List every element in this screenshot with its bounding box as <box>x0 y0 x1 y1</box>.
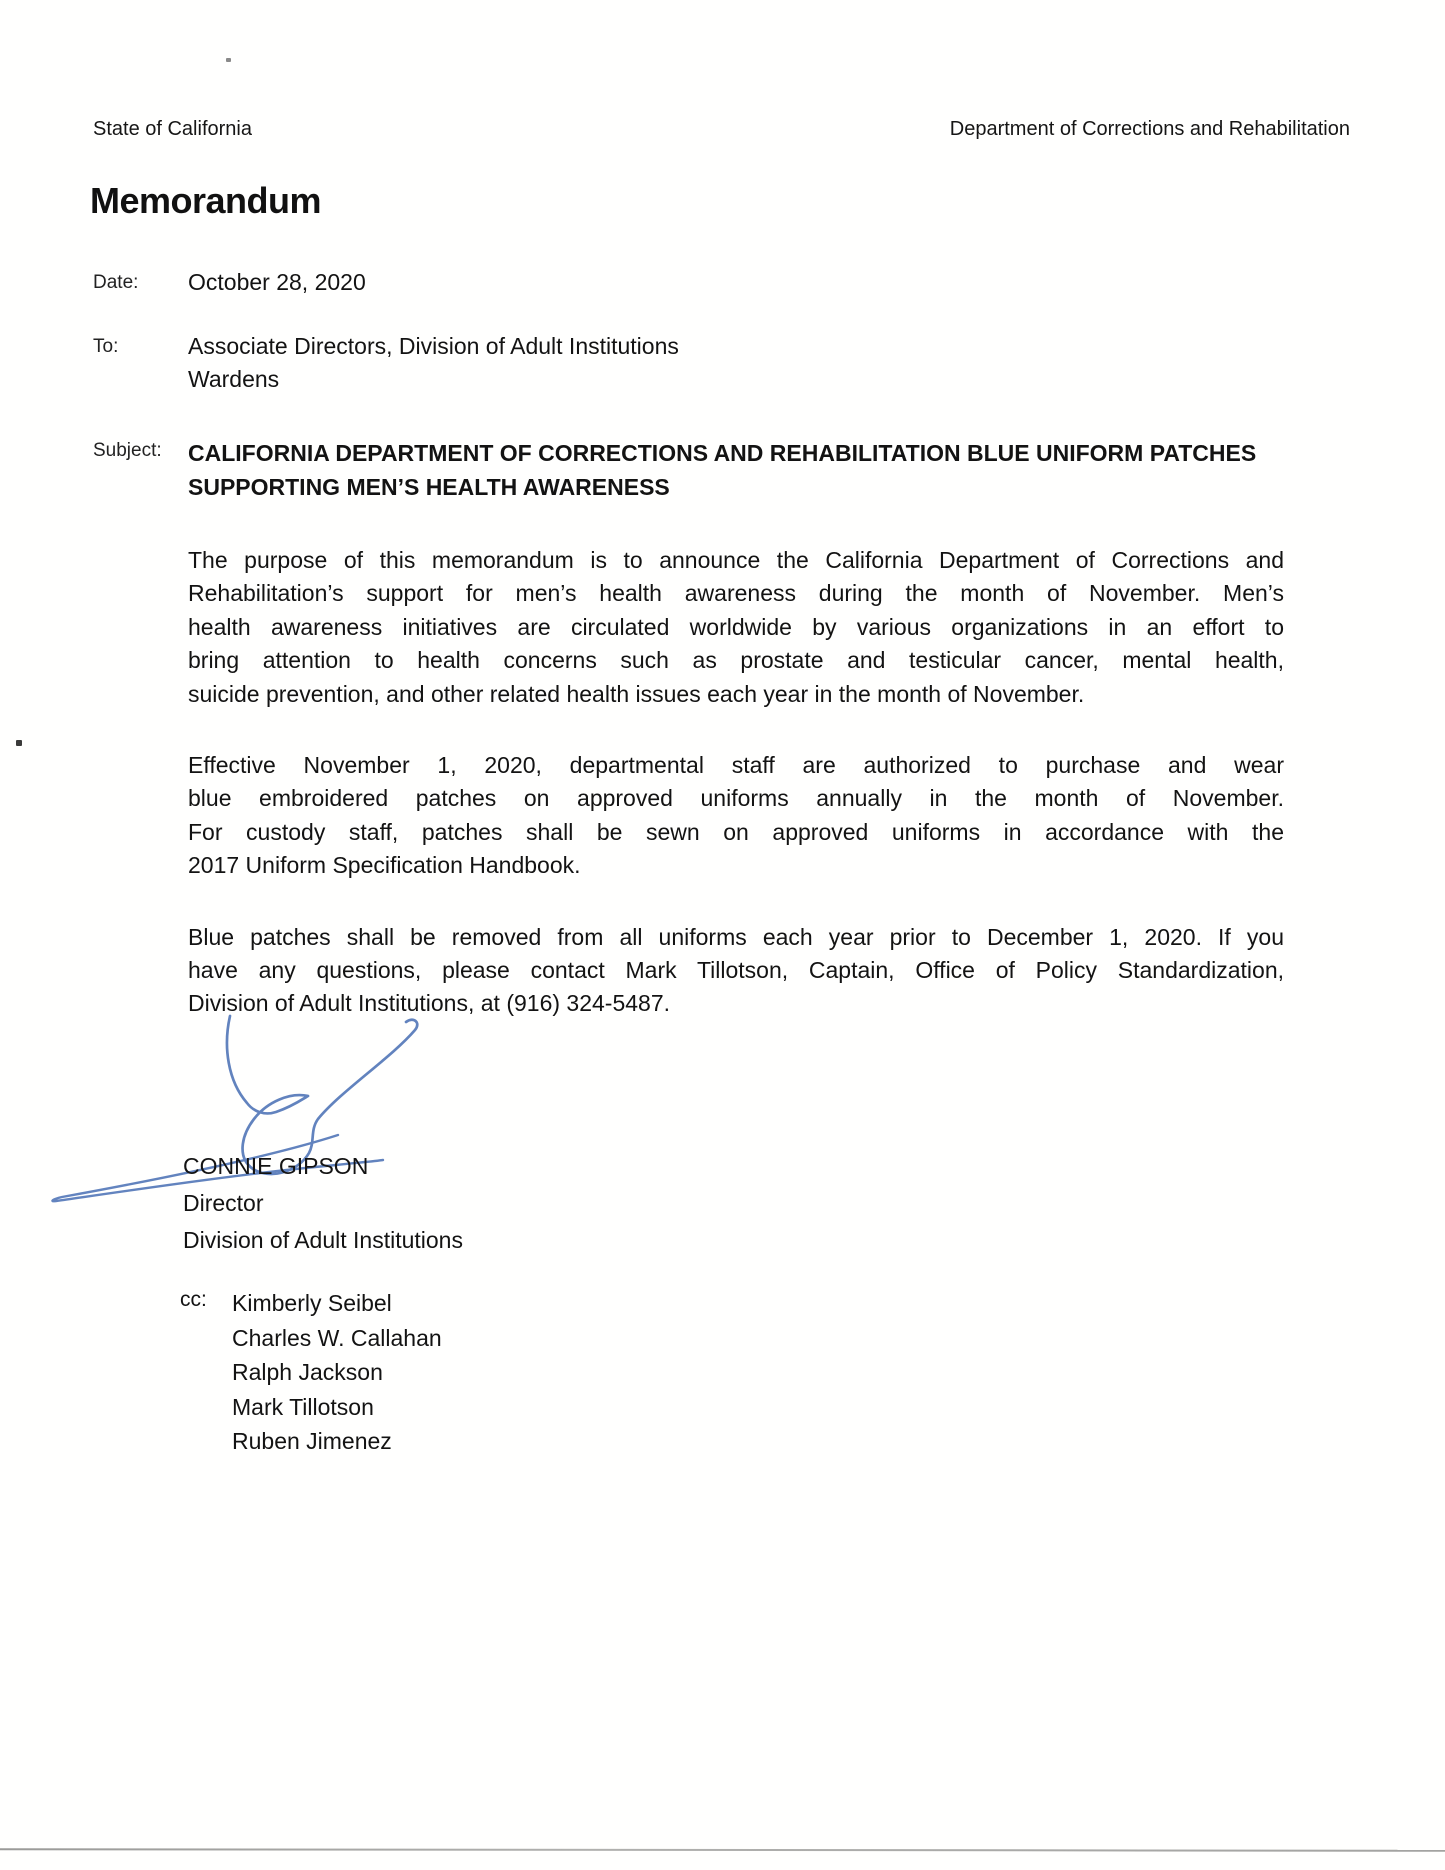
header-department: Department of Corrections and Rehabilitation <box>949 118 1350 140</box>
cc-name: Mark Tillotson <box>232 1393 374 1420</box>
cc-name: Ralph Jackson <box>232 1359 383 1385</box>
paragraph-line: bring attention to health concerns such as prostate and testicular cancer, mental health, <box>188 647 1284 674</box>
body-paragraph <box>188 544 1284 711</box>
paragraph-line: Rehabilitation’s support for men’s health awareness during the month of November. Men’s <box>188 580 1284 607</box>
memo-title: Memorandum <box>90 180 322 221</box>
scan-speck <box>16 740 22 746</box>
cc-label: cc: <box>180 1288 207 1311</box>
signer-division: Division of Adult Institutions <box>183 1227 463 1253</box>
paragraph-line: suicide prevention, and other related health issues each year in the month of November. <box>188 680 1085 707</box>
cc-name: Kimberly Seibel <box>232 1290 392 1316</box>
subject-line: CALIFORNIA DEPARTMENT OF CORRECTIONS AND REHABILITATION BLUE UNIFORM PATCHES <box>188 440 1257 466</box>
header-state: State of California <box>93 118 252 140</box>
paragraph-line: health awareness initiatives are circulated worldwide by various organizations in an effort to <box>188 613 1284 640</box>
body-paragraph <box>188 749 1284 883</box>
signature-block <box>183 1148 463 1259</box>
paragraph-line: blue embroidered patches on approved uniforms annually in the month of November. <box>188 785 1284 812</box>
date-value: October 28, 2020 <box>188 269 366 295</box>
paragraph-line: Division of Adult Institutions, at (916) 324-5487. <box>188 990 671 1017</box>
subject-label: Subject: <box>93 440 162 461</box>
paragraph-line: Effective November 1, 2020, departmental staff are authorized to purchase and wear <box>188 752 1284 779</box>
paragraph-line: Blue patches shall be removed from all uniforms each year prior to December 1, 2020. If you <box>188 923 1284 950</box>
date-label: Date: <box>93 272 139 293</box>
to-line: Associate Directors, Division of Adult Institutions <box>188 333 679 359</box>
cc-name: Ruben Jimenez <box>232 1428 392 1454</box>
cc-names <box>232 1286 442 1459</box>
scan-speck <box>226 58 231 62</box>
cc-block <box>180 1286 442 1459</box>
signer-title: Director <box>183 1190 264 1216</box>
to-value <box>188 330 679 396</box>
paragraph-line: For custody staff, patches shall be sewn on approved uniforms in accordance with the <box>188 818 1284 845</box>
subject-line: SUPPORTING MEN’S HEALTH AWARENESS <box>188 474 670 500</box>
cc-name: Charles W. Callahan <box>232 1324 442 1351</box>
signer-name: CONNIE GIPSON <box>183 1153 369 1179</box>
paragraph-line: have any questions, please contact Mark Tillotson, Captain, Office of Policy Standardization, <box>188 957 1284 984</box>
to-line: Wardens <box>188 366 280 392</box>
body-paragraph <box>188 921 1284 1021</box>
paragraph-line: 2017 Uniform Specification Handbook. <box>188 852 581 879</box>
to-label: To: <box>93 336 119 357</box>
subject-value <box>188 436 1288 504</box>
page-bottom-scan-edge <box>0 1848 1445 1852</box>
body-paragraphs <box>188 544 1284 1059</box>
paragraph-line: The purpose of this memorandum is to announce the California Department of Corrections and <box>188 547 1284 573</box>
